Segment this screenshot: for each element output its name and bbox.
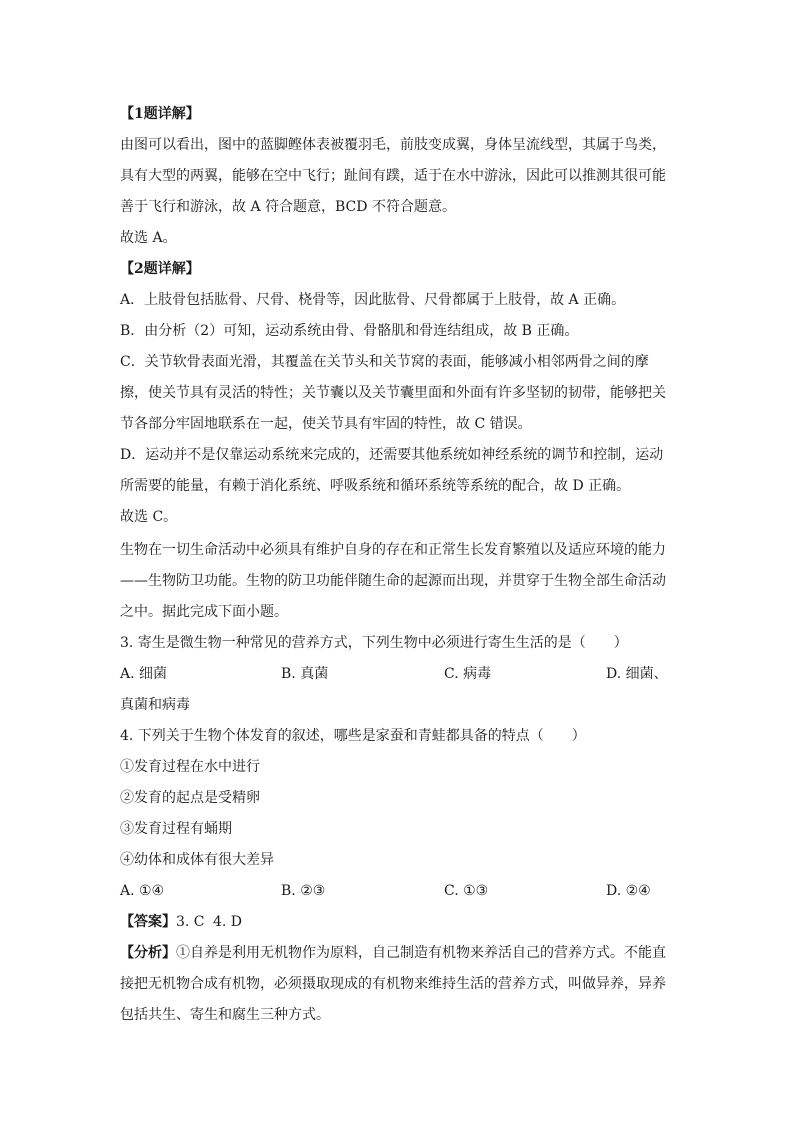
q3-option-d-wrap: 真菌和病毒 <box>120 697 190 713</box>
q3-option-d: D. 细菌、 <box>606 666 668 682</box>
q4-stem: 4. 下列关于生物个体发育的叙述，哪些是家蚕和青蛙都具备的特点（ ） <box>120 728 586 744</box>
q4-item-1: ①发育过程在水中进行 <box>120 759 260 775</box>
q4-option-b: B. ②③ <box>281 883 326 899</box>
q4-item-2: ②发育的起点是受精卵 <box>120 790 260 806</box>
analysis-line-2: 接把无机物合成有机物，必须摄取现成的有机物来维持生活的营养方式，叫做异养，异养 <box>120 976 666 992</box>
q4-item-3: ③发育过程有蛹期 <box>120 821 232 837</box>
q4-item-4: ④幼体和成体有很大差异 <box>120 852 274 868</box>
analysis-line-1 <box>120 943 680 963</box>
answer-q4: 4. D <box>213 914 243 930</box>
q4-option-c: C. ①③ <box>444 883 489 899</box>
q3-option-a: A. 细菌 <box>120 666 168 682</box>
q1-conclusion: 故选 A。 <box>120 230 177 246</box>
q4-option-d: D. ②④ <box>606 883 651 899</box>
section-heading-q1: 【1题详解】 <box>120 106 200 122</box>
intro-line-3: 之中。据此完成下面小题。 <box>120 604 288 620</box>
q2-option-c-line-3: 节各部分牢固地联系在一起，使关节具有牢固的特性，故 C 错误。 <box>120 416 532 432</box>
q3-option-c: C. 病毒 <box>444 666 492 682</box>
answer-row <box>120 912 205 932</box>
analysis-line-3: 包括共生、寄生和腐生三种方式。 <box>120 1007 330 1023</box>
intro-line-2: ——生物防卫功能。生物的防卫功能伴随生命的起源而出现，并贯穿于生物全部生命活动 <box>120 573 666 589</box>
q2-option-c-line-2: 擦，使关节具有灵活的特性；关节囊以及关节囊里面和外面有许多坚韧的韧带，能够把关 <box>120 385 666 401</box>
answer-label: 【答案】 <box>120 914 176 930</box>
q2-option-c-line-1: C．关节软骨表面光滑，其覆盖在关节头和关节窝的表面，能够减小相邻两骨之间的摩 <box>120 354 649 370</box>
analysis-text-1: ①自养是利用无机物作为原料，自己制造有机物来养活自己的营养方式。不能直 <box>176 945 666 961</box>
section-heading-q2: 【2题详解】 <box>120 261 200 277</box>
q2-conclusion: 故选 C。 <box>120 509 178 525</box>
q2-option-b-explanation: B．由分析（2）可知，运动系统由骨、骨骼肌和骨连结组成，故 B 正确。 <box>120 323 579 339</box>
q2-option-a-explanation: A．上肢骨包括肱骨、尺骨、桡骨等，因此肱骨、尺骨都属于上肢骨，故 A 正确。 <box>120 292 626 308</box>
q1-explanation-line-1: 由图可以看出，图中的蓝脚鲣体表被覆羽毛，前肢变成翼，身体呈流线型，其属于鸟类， <box>120 137 666 153</box>
q3-stem: 3. 寄生是微生物一种常见的营养方式，下列生物中必须进行寄生生活的是（ ） <box>120 635 628 651</box>
answer-q3: 3. C <box>176 914 205 930</box>
q2-option-d-line-2: 所需要的能量，有赖于消化系统、呼吸系统和循环系统等系统的配合，故 D 正确。 <box>120 478 631 494</box>
analysis-label: 【分析】 <box>120 945 176 961</box>
intro-line-1: 生物在一切生命活动中必须具有维护自身的存在和正常生长发育繁殖以及适应环境的能力 <box>120 542 666 558</box>
q3-option-b: B. 真菌 <box>281 666 329 682</box>
q4-option-a: A. ①④ <box>120 883 165 899</box>
q2-option-d-line-1: D．运动并不是仅靠运动系统来完成的，还需要其他系统如神经系统的调节和控制，运动 <box>120 447 664 463</box>
q1-explanation-line-2: 具有大型的两翼，能够在空中飞行；趾间有蹼，适于在水中游泳，因此可以推测其很可能 <box>120 168 666 184</box>
q1-explanation-line-3: 善于飞行和游泳，故 A 符合题意，BCD 不符合题意。 <box>120 199 456 215</box>
